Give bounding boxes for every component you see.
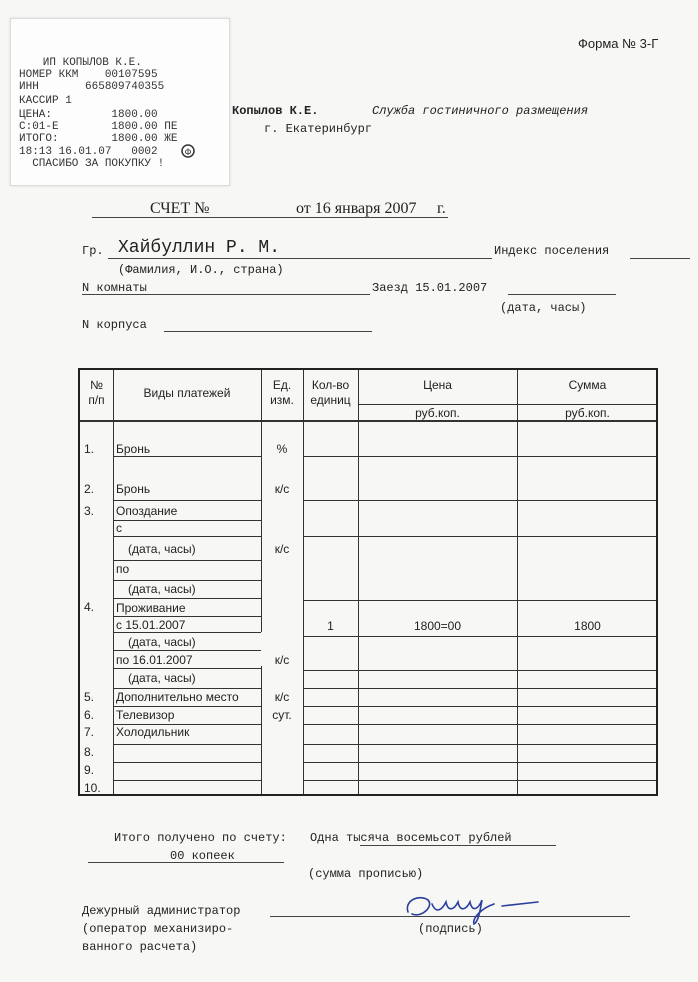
invoice-date-suffix: г. xyxy=(437,200,446,217)
header-sum: Сумма xyxy=(568,378,607,392)
row-num: 4. xyxy=(84,600,95,614)
row-num: 3. xyxy=(84,504,95,518)
signature-caption: (подпись) xyxy=(418,922,483,936)
receipt-line: СПАСИБО ЗА ПОКУПКУ ! xyxy=(19,158,165,170)
name-caption: (Фамилия, И.О., страна) xyxy=(118,263,284,277)
header-num-1: № xyxy=(90,378,103,392)
row-text: Опоздание xyxy=(116,504,178,518)
receipt-line: С:01-Е 1800.00 ПЕ xyxy=(19,121,178,133)
receipt-line: ЦЕНА: 1800.00 xyxy=(19,109,158,121)
header-unit xyxy=(261,378,303,408)
admin-label-3: ванного расчета) xyxy=(82,940,198,954)
row-num: 10. xyxy=(84,781,101,795)
row-from: с xyxy=(116,521,122,535)
row-text: Дополнительно место xyxy=(116,690,239,704)
admin-label-2: (оператор механизиро- xyxy=(82,922,234,936)
header-qty-2: единиц xyxy=(310,393,351,407)
total-words-line1: Одна тысяча восемьсот рублей xyxy=(310,831,512,845)
receipt-line: 18:13 16.01.07 0002 xyxy=(19,146,158,158)
service-name: Служба гостиничного размещения xyxy=(372,104,589,118)
receipt-line: НОМЕР ККМ 00107595 xyxy=(19,69,158,81)
cash-receipt xyxy=(10,18,230,186)
total-label: Итого получено по счету: xyxy=(114,831,287,845)
payments-table xyxy=(78,368,658,796)
words-caption: (сумма прописью) xyxy=(308,867,424,881)
row-to: по 16.01.2007 xyxy=(116,653,193,667)
row-unit: к/с xyxy=(274,542,290,556)
row-num: 6. xyxy=(84,708,95,722)
fiscal-mark-icon xyxy=(181,144,195,158)
header-qty-1: Кол-во xyxy=(311,378,350,392)
room-label: N комнаты xyxy=(82,281,147,295)
header-num xyxy=(80,378,113,408)
row-num: 2. xyxy=(84,482,95,496)
owner-name: Копылов К.Е. xyxy=(232,104,319,118)
receipt-line: ИТОГО: 1800.00 ЖЕ xyxy=(19,133,178,145)
header-types: Виды платежей xyxy=(143,386,231,400)
header-unit-2: изм. xyxy=(270,393,294,407)
row-datetime-caption: (дата, часы) xyxy=(128,542,196,556)
row-sum: 1800 xyxy=(574,619,601,633)
guest-name: Хайбуллин Р. М. xyxy=(118,238,281,258)
row-text: Бронь xyxy=(116,482,151,496)
row-num: 9. xyxy=(84,763,95,777)
receipt-line: ИНН 665809740355 xyxy=(19,81,165,93)
checkin: Заезд 15.01.2007 xyxy=(372,281,488,295)
row-price: 1800=00 xyxy=(413,619,462,633)
row-text: Бронь xyxy=(116,442,151,456)
row-text: Холодильник xyxy=(116,725,190,739)
row-unit: к/с xyxy=(274,653,290,667)
row-text: Проживание xyxy=(116,601,186,615)
row-datetime-caption: (дата, часы) xyxy=(128,635,196,649)
admin-label-1: Дежурный администратор xyxy=(82,904,241,918)
index-label: Индекс поселения xyxy=(494,244,610,258)
city: г. Екатеринбург xyxy=(264,122,373,136)
row-qty: 1 xyxy=(327,619,334,633)
invoice-title: СЧЕТ № xyxy=(150,200,210,217)
signature-image xyxy=(398,890,548,930)
receipt-line: КАССИР 1 xyxy=(19,95,72,107)
row-datetime-caption: (дата, часы) xyxy=(128,582,196,596)
row-unit: к/с xyxy=(274,482,290,496)
invoice-date: от 16 января 2007 xyxy=(296,200,417,217)
row-unit: к/с xyxy=(274,690,290,704)
header-num-2: п/п xyxy=(88,393,105,407)
row-datetime-caption: (дата, часы) xyxy=(128,671,196,685)
building-label: N корпуса xyxy=(82,318,147,332)
row-from: с 15.01.2007 xyxy=(116,618,186,632)
row-unit: сут. xyxy=(272,708,292,722)
row-num: 1. xyxy=(84,442,95,456)
checkin-caption: (дата, часы) xyxy=(500,301,587,315)
row-to: по xyxy=(116,562,130,576)
svg-text:Ф: Ф xyxy=(184,147,192,157)
row-num: 7. xyxy=(84,725,95,739)
header-unit-1: Ед. xyxy=(272,378,292,392)
row-num: 5. xyxy=(84,690,95,704)
receipt-line: ИП КОПЫЛОВ К.Е. xyxy=(23,57,142,69)
header-price: Цена xyxy=(423,378,452,392)
header-price-unit: руб.коп. xyxy=(415,406,460,420)
form-number: Форма № 3-Г xyxy=(578,36,659,51)
header-qty xyxy=(303,378,358,408)
row-text: Телевизор xyxy=(116,708,175,722)
total-words-line2: 00 копеек xyxy=(170,849,235,863)
row-num: 8. xyxy=(84,745,95,759)
guest-prefix: Гр. xyxy=(82,244,104,258)
row-unit: % xyxy=(276,442,288,456)
header-sum-unit: руб.коп. xyxy=(565,406,610,420)
